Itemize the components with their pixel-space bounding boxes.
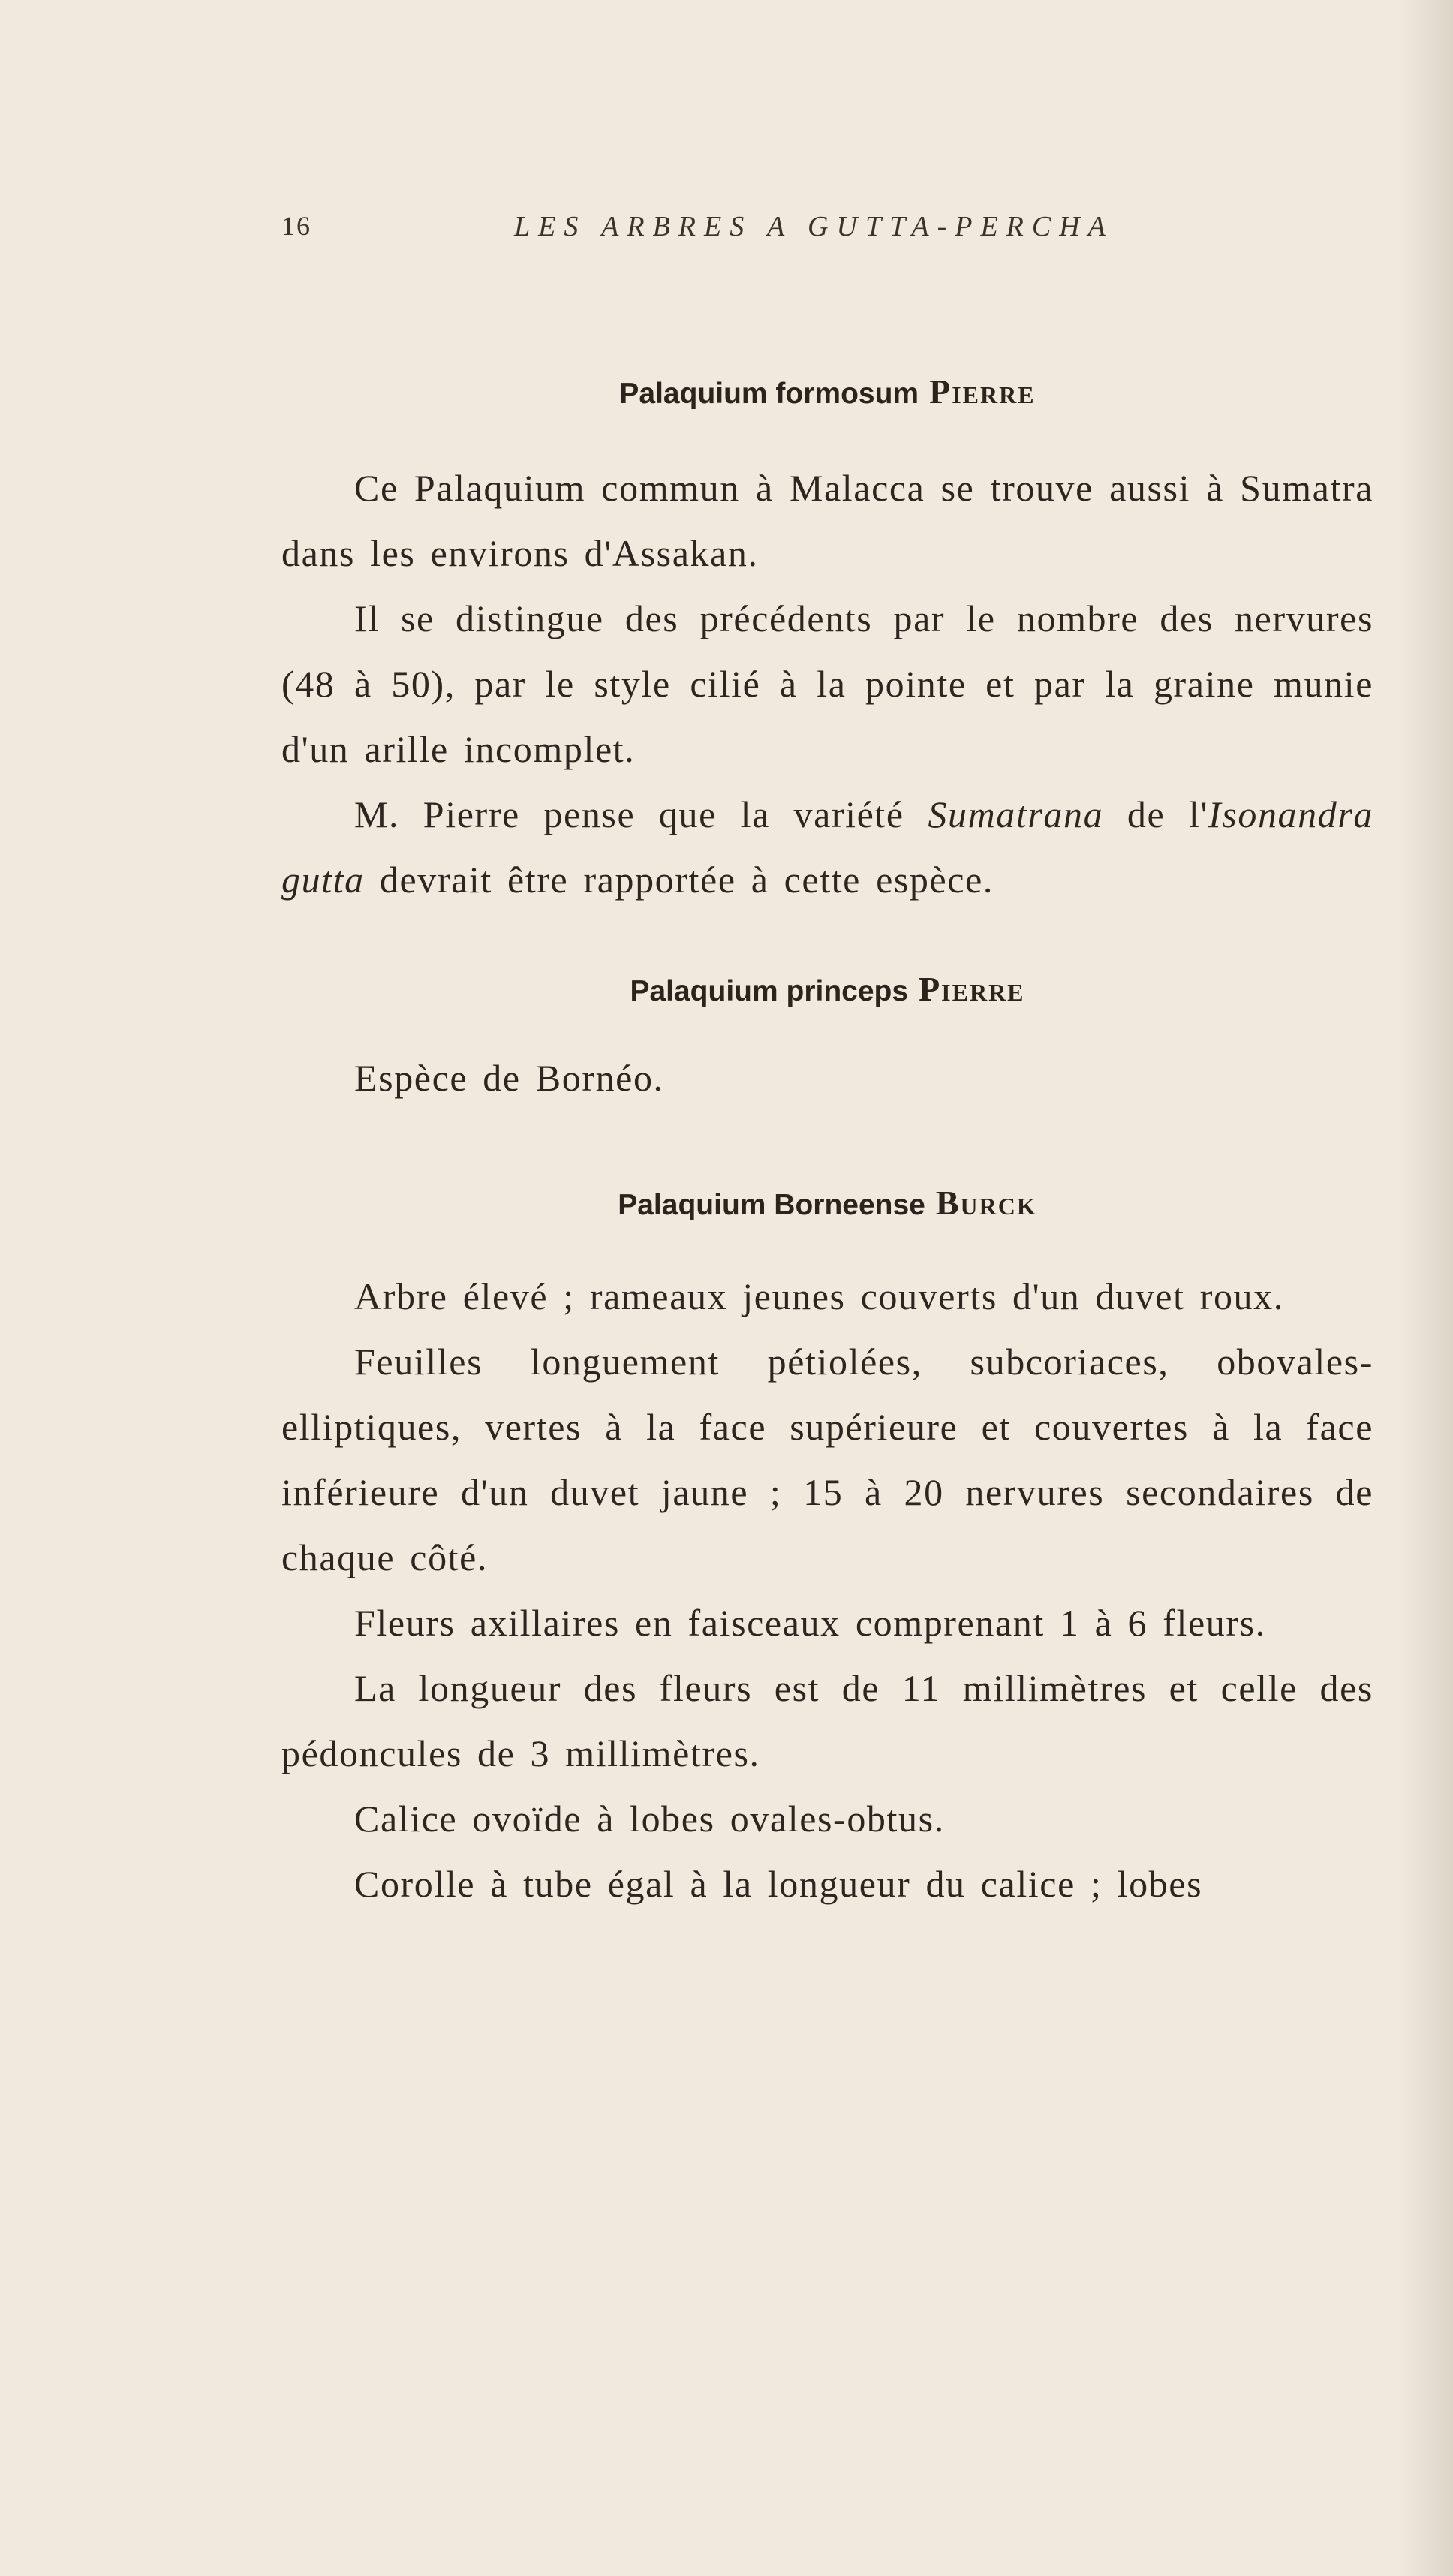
paragraph-text: M. Pierre pense que la variété xyxy=(354,793,928,835)
paragraph xyxy=(281,782,1373,913)
book-page xyxy=(281,188,1373,1917)
paragraph: Espèce de Bornéo. xyxy=(354,1057,664,1099)
paragraph: Arbre élevé ; rameaux jeunes couverts d'un duvet roux. xyxy=(354,1275,1284,1317)
paragraph: Calice ovoïde à lobes ovales-obtus. xyxy=(354,1798,945,1840)
species-name: Palaquium princeps xyxy=(630,975,909,1007)
species-section-borneense xyxy=(281,1181,1373,1917)
paragraph: La longueur des fleurs est de 11 millimètres et celle des pédoncules de 3 millimètres. xyxy=(281,1667,1373,1774)
species-heading xyxy=(281,967,1373,1014)
page-edge-shadow xyxy=(1400,0,1453,2576)
paragraph-text: devrait être rapportée à cette espèce. xyxy=(364,859,994,901)
species-section-princeps xyxy=(281,967,1373,1111)
species-author: Pierre xyxy=(929,372,1036,411)
paragraph: Ce Palaquium commun à Malacca se trouve aussi à Sumatra dans les environs d'Assakan. xyxy=(281,467,1373,574)
running-header xyxy=(281,188,1373,248)
running-title: LES ARBRES A GUTTA-PERCHA xyxy=(514,211,1114,242)
genus-species-name: Isonandra gutta xyxy=(281,793,1373,901)
paragraph: Feuilles longuement pétiolées, subcoriaces, obovales-elliptiques, vertes à la face supérieure et couvertes à la face inférieure d'un duvet jaune ; 15 à 20 nervures secondaires de chaque côté. xyxy=(281,1341,1373,1578)
species-name: Palaquium Borneense xyxy=(618,1189,925,1221)
paragraph-text: de l' xyxy=(1103,793,1209,835)
species-section-formosum xyxy=(281,369,1373,913)
species-heading xyxy=(281,1181,1373,1228)
page-number: 16 xyxy=(281,211,311,241)
paragraph: Fleurs axillaires en faisceaux comprenant 1 à 6 fleurs. xyxy=(354,1602,1266,1644)
species-author: Burck xyxy=(935,1184,1037,1222)
species-name: Palaquium formosum xyxy=(619,378,919,410)
paragraph: Corolle à tube égal à la longueur du calice ; lobes xyxy=(354,1863,1203,1905)
variety-name: Sumatrana xyxy=(928,793,1104,835)
species-author: Pierre xyxy=(919,970,1025,1008)
paragraph: Il se distingue des précédents par le nombre des nervures (48 à 50), par le style cilié à la pointe et par la graine munie d'un arille incomplet. xyxy=(281,597,1373,770)
species-heading xyxy=(281,369,1373,417)
